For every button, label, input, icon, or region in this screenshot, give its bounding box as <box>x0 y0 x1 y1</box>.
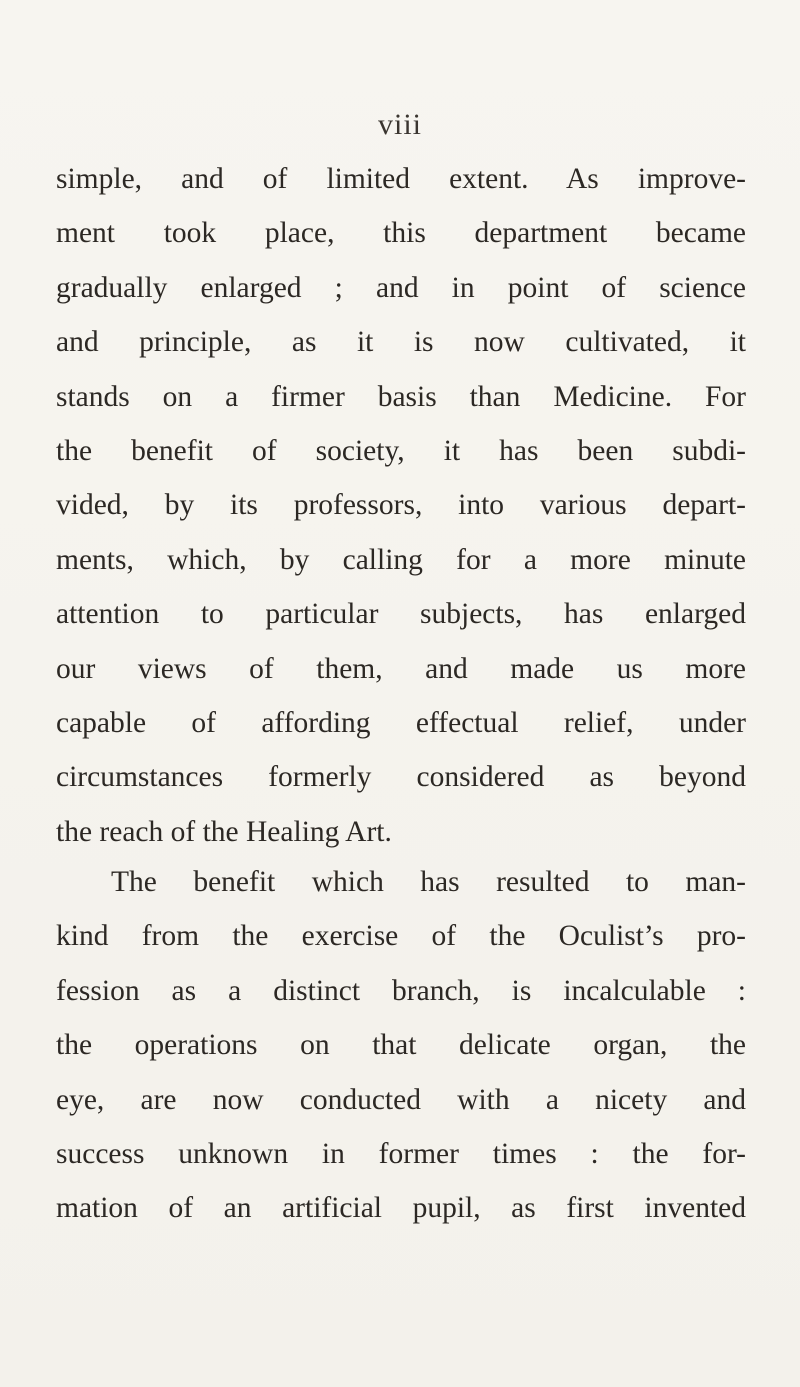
text-line: vided, by its professors, into various depart- <box>56 489 746 522</box>
text-line: The benefit which has resulted to man- <box>111 866 746 898</box>
text-line: the operations on that delicate organ, the <box>56 1029 746 1062</box>
text-line: fession as a distinct branch, is incalculable : <box>56 974 746 1007</box>
paragraph-1 <box>56 152 746 859</box>
text-line: and principle, as it is now cultivated, it <box>56 326 746 359</box>
text-line: attention to particular subjects, has enlarged <box>56 598 746 631</box>
text-line: circumstances formerly considered as beyond <box>56 761 746 794</box>
text-line: kind from the exercise of the Oculist’s pro- <box>56 920 746 953</box>
paragraph-2 <box>56 855 746 1236</box>
text-line: ments, which, by calling for a more minute <box>56 543 746 576</box>
text-line: success unknown in former times : the for- <box>56 1138 746 1171</box>
text-line: simple, and of limited extent. As improve- <box>56 163 746 195</box>
text-line: the reach of the Healing Art. <box>56 815 392 848</box>
text-line: mation of an artificial pupil, as first invented <box>56 1192 746 1225</box>
text-line: the benefit of society, it has been subdi- <box>56 435 746 468</box>
text-line: ment took place, this department became <box>56 217 746 250</box>
text-line: gradually enlarged ; and in point of science <box>56 271 746 304</box>
text-line: eye, are now conducted with a nicety and <box>56 1083 746 1116</box>
text-line: capable of affording effectual relief, under <box>56 707 746 740</box>
page-number: viii <box>377 108 422 141</box>
text-line: our views of them, and made us more <box>56 652 746 685</box>
text-line: stands on a firmer basis than Medicine. For <box>56 380 746 413</box>
